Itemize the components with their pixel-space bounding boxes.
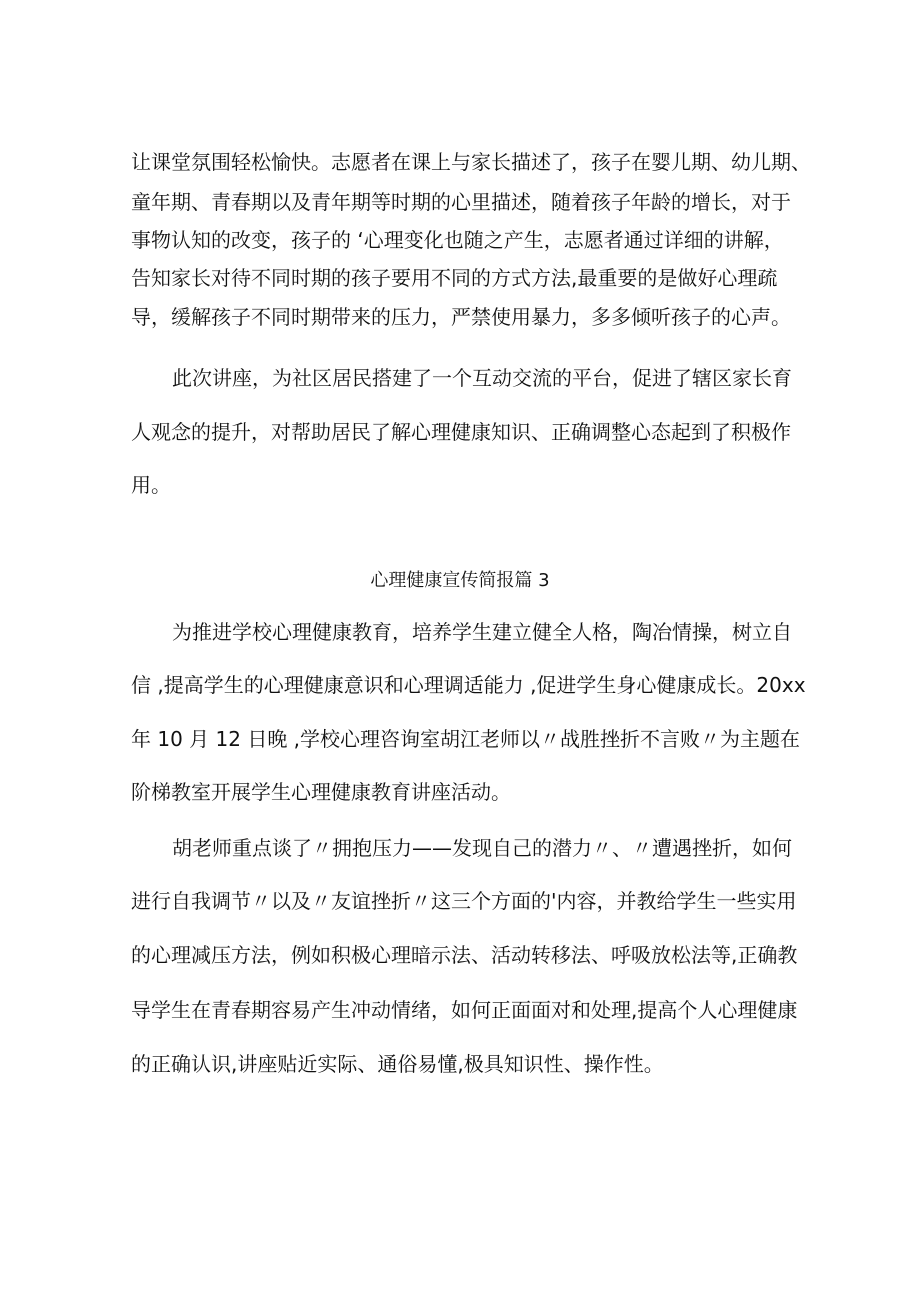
- paragraph-line: 人观念的提升，对帮助居民了解心理健康知识、正确调整心态起到了积极作: [131, 420, 791, 444]
- paragraph-line: 年 10 月 12 日晚 ,学校心理咨询室胡江老师以〃战胜挫折不言败〃为主题在: [131, 727, 801, 751]
- paragraph-line: 胡老师重点谈了〃拥抱压力——发现自己的潜力〃、〃遭遇挫折，如何: [172, 836, 792, 860]
- paragraph-line: 的心理减压方法，例如积极心理暗示法、活动转移法、呼吸放松法等,正确教: [131, 943, 798, 967]
- paragraph-line: 导学生在青春期容易产生冲动情绪，如何正面面对和处理,提高个人心理健康: [131, 998, 798, 1022]
- paragraph-line: 童年期、青春期以及青年期等时期的心里描述，随着孩子年龄的增长，对于: [131, 190, 791, 214]
- paragraph-line: 让课堂氛围轻松愉快。志愿者在课上与家长描述了，孩子在婴儿期、幼儿期、: [131, 150, 811, 174]
- paragraph-line: 告知家长对待不同时期的孩子要用不同的方式方法,最重要的是做好心理疏: [131, 266, 778, 290]
- section-title: 心理健康宣传简报篇 3: [370, 570, 550, 591]
- paragraph-line: 用。: [131, 473, 171, 497]
- paragraph-line: 事物认知的改变，孩子的 ‘心理变化也随之产生，志愿者通过详细的讲解，: [131, 228, 784, 252]
- paragraph-line: 导，缓解孩子不同时期带来的压力，严禁使用暴力，多多倾听孩子的心声。: [131, 305, 791, 329]
- paragraph-line: 此次讲座，为社区居民搭建了一个互动交流的平台，促进了辖区家长育: [172, 366, 792, 390]
- paragraph-line: 为推进学校心理健康教育，培养学生建立健全人格，陶冶情操，树立自: [172, 620, 792, 644]
- paragraph-line: 进行自我调节〃以及〃友谊挫折〃这三个方面的'内容，并教给学生一些实用: [131, 889, 797, 913]
- paragraph-line: 阶梯教室开展学生心理健康教育讲座活动。: [131, 780, 511, 804]
- paragraph-line: 的正确认识,讲座贴近实际、通俗易懂,极具知识性、操作性。: [131, 1052, 664, 1076]
- paragraph-line: 信 ,提高学生的心理健康意识和心理调适能力 ,促进学生身心健康成长。20xx: [131, 673, 806, 697]
